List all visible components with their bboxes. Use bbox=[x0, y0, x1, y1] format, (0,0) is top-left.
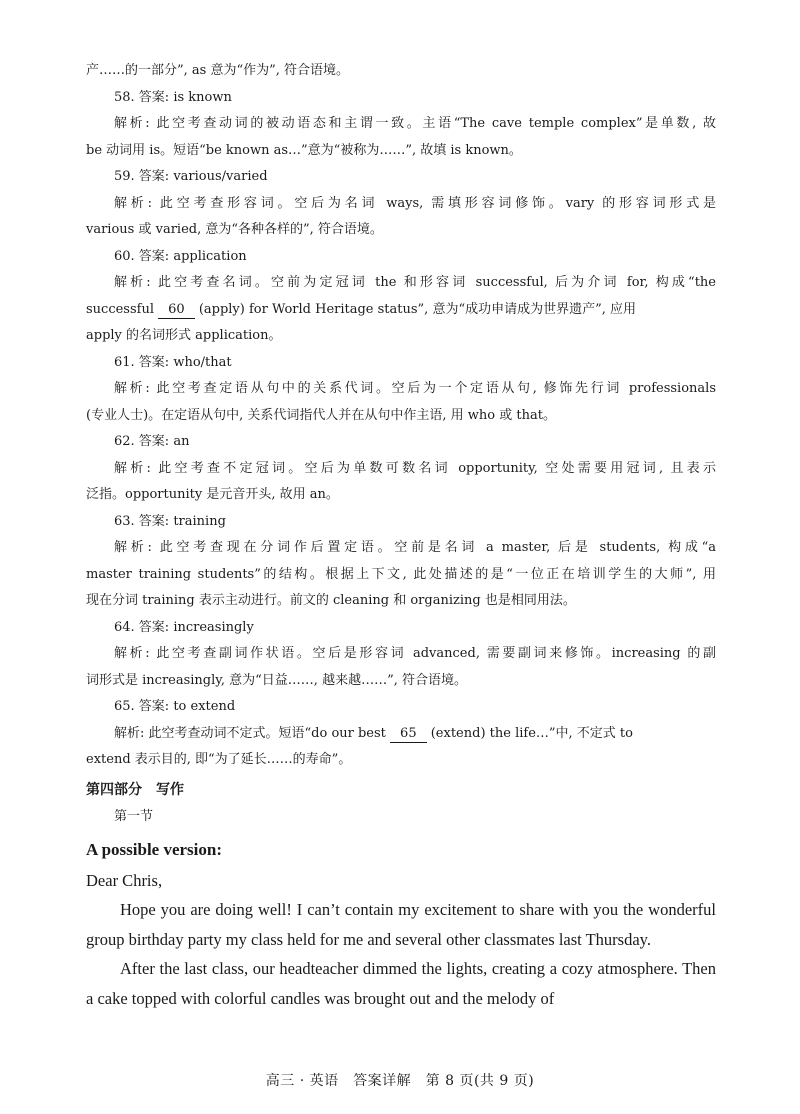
analysis-58-line-1: 解析: 此空考查动词的被动语态和主谓一致。主语“The cave temple complex”是单数, 故 bbox=[114, 116, 716, 131]
essay-title: A possible version: bbox=[86, 839, 223, 859]
analysis-65-line-2: extend 表示目的, 即“为了延长……的寿命”。 bbox=[86, 752, 352, 767]
analysis-62-line-2: 泛指。opportunity 是元音开头, 故用 an。 bbox=[86, 487, 339, 502]
analysis-63-line-3: 现在分词 training 表示主动进行。前文的 cleaning 和 organizing 也是相同用法。 bbox=[86, 593, 576, 608]
analysis-63-line-1: 解析: 此空考查现在分词作后置定语。空前是名词 a master, 后是 students, 构成“a bbox=[114, 540, 716, 555]
analysis-65-text-post: (extend) the life…”中, 不定式 to bbox=[430, 725, 633, 741]
analysis-60-line-1: 解析: 此空考查名词。空前为定冠词 the 和形容词 successful, 后为介词 for, 构成“the bbox=[114, 275, 716, 290]
analysis-61-line-1: 解析: 此空考查定语从句中的关系代词。空后为一个定语从句, 修饰先行词 professionals bbox=[114, 381, 716, 396]
answer-60: 60. 答案: application bbox=[114, 248, 247, 264]
analysis-58-line-2: be 动词用 is。短语“be known as…”意为“被称为……”, 故填 is known。 bbox=[86, 142, 522, 158]
answer-63: 63. 答案: training bbox=[114, 513, 226, 529]
analysis-61-line-2: (专业人士)。在定语从句中, 关系代词指代人并在从句中作主语, 用 who 或 that。 bbox=[86, 407, 556, 423]
essay-greeting: Dear Chris, bbox=[86, 870, 163, 890]
answer-62: 62. 答案: an bbox=[114, 434, 190, 449]
answer-58: 58. 答案: is known bbox=[114, 89, 232, 105]
answer-61: 61. 答案: who/that bbox=[114, 354, 232, 370]
essay-paragraph-1: Hope you are doing well! I can’t contain my excitement to share with you the wonderful group birthday party my class held for me and several other classmates last Thursday. bbox=[86, 900, 716, 949]
answer-65: 65. 答案: to extend bbox=[114, 699, 236, 714]
analysis-63-line-2: master training students”的结构。根据上下文, 此处描述的是“一位正在培训学生的大师”, 用 bbox=[86, 566, 716, 582]
page-footer: 高三 · 英语 答案详解 第 8 页(共 9 页) bbox=[265, 1073, 535, 1089]
analysis-60-text-post: (apply) for World Heritage status”, 意为“成功申请成为世界遗产”, 应用 bbox=[198, 301, 637, 317]
analysis-65-line-1 bbox=[86, 721, 716, 748]
analysis-65-text-pre: 解析: 此空考查动词不定式。短语“do our best bbox=[114, 725, 386, 741]
analysis-59-line-2: various 或 varied, 意为“各种各样的”, 符合语境。 bbox=[86, 222, 383, 237]
analysis-62-line-1: 解析: 此空考查不定冠词。空后为单数可数名词 opportunity, 空处需要用冠词, 且表示 bbox=[114, 460, 716, 476]
analysis-60-text-pre: successful bbox=[86, 301, 154, 317]
continued-line: 产……的一部分”, as 意为“作为”, 符合语境。 bbox=[86, 63, 350, 78]
blank-60: 60 bbox=[158, 302, 195, 319]
section-title: 第四部分 写作 bbox=[86, 781, 184, 798]
analysis-60-line-3: apply 的名词形式 application。 bbox=[86, 328, 282, 343]
subsection-title: 第一节 bbox=[114, 808, 154, 824]
analysis-60-line-2 bbox=[86, 297, 716, 324]
analysis-59-line-1: 解析: 此空考查形容词。空后为名词 ways, 需填形容词修饰。vary 的形容词形式是 bbox=[114, 195, 716, 211]
blank-65: 65 bbox=[390, 726, 427, 743]
essay-paragraph-2: After the last class, our headteacher dimmed the lights, creating a cozy atmosphere. Then a cake topped with colorful candles was brought out and the melody of bbox=[86, 959, 716, 1008]
answer-64: 64. 答案: increasingly bbox=[114, 619, 254, 635]
analysis-64-line-1: 解析: 此空考查副词作状语。空后是形容词 advanced, 需要副词来修饰。increasing 的副 bbox=[114, 646, 716, 661]
answer-59: 59. 答案: various/varied bbox=[114, 169, 268, 184]
analysis-64-line-2: 词形式是 increasingly, 意为“日益……, 越来越……”, 符合语境。 bbox=[86, 672, 467, 688]
page-content bbox=[86, 58, 716, 1013]
